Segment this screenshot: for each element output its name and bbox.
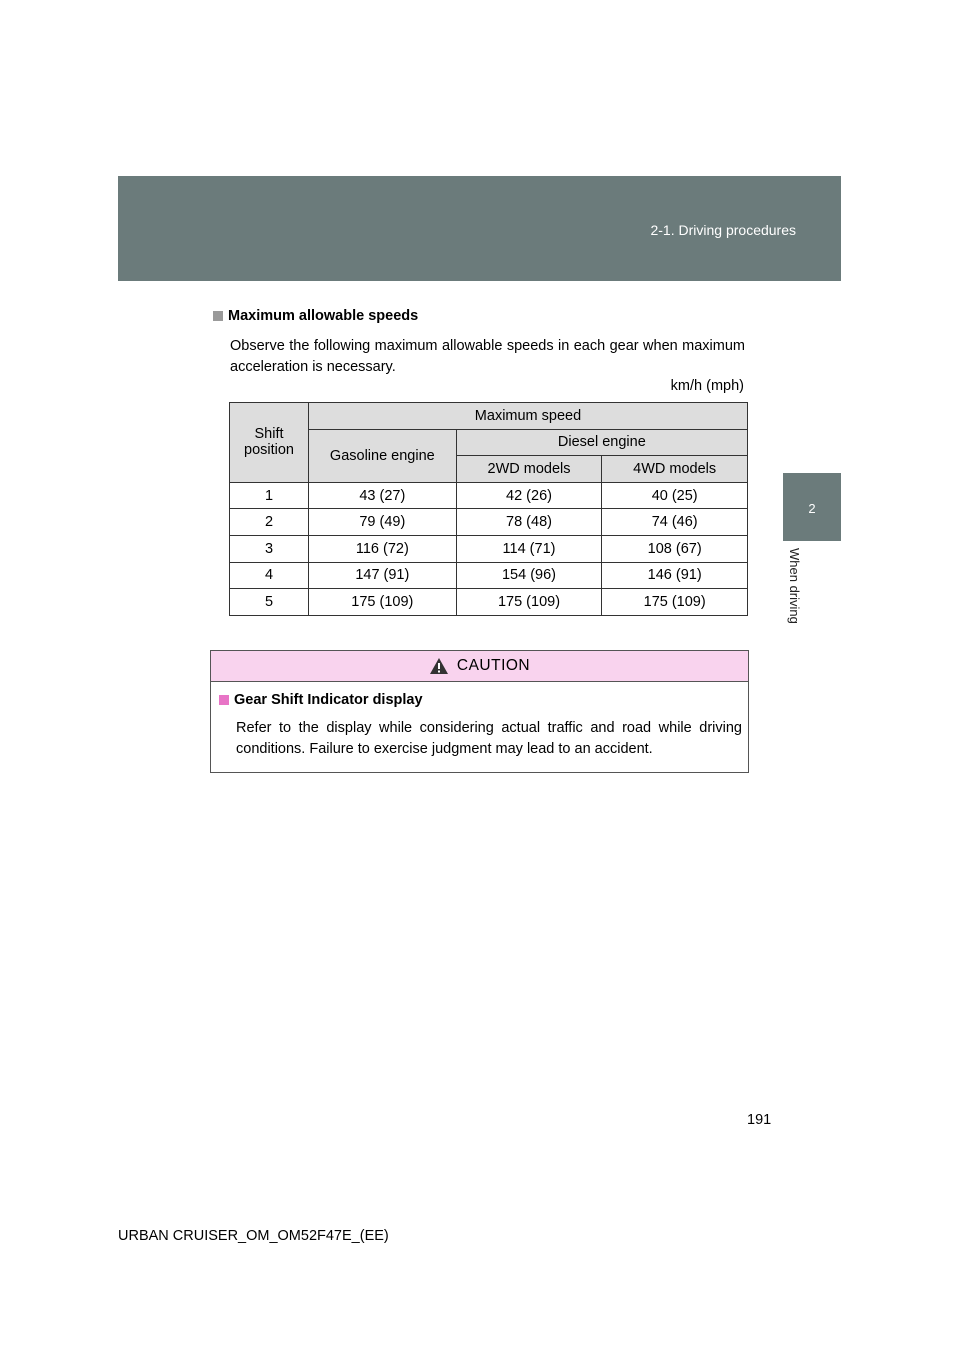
header-gasoline: Gasoline engine <box>308 429 456 482</box>
header-diesel: Diesel engine <box>456 429 747 456</box>
cell: 1 <box>230 482 309 509</box>
header-4wd: 4WD models <box>602 456 748 483</box>
cell: 146 (91) <box>602 562 748 589</box>
cell: 4 <box>230 562 309 589</box>
cell: 43 (27) <box>308 482 456 509</box>
cell: 114 (71) <box>456 535 602 562</box>
caution-text: Refer to the display while considering actual traffic and road while driving conditions. Failure to exercise judgment may lead to an accident. <box>236 720 742 757</box>
table-row <box>230 562 748 589</box>
cell: 175 (109) <box>456 589 602 616</box>
max-speeds-section <box>213 308 745 378</box>
units-label: km/h (mph) <box>670 378 744 394</box>
page-number: 191 <box>747 1112 772 1128</box>
header-max-speed: Maximum speed <box>308 403 747 430</box>
cell: 79 (49) <box>308 509 456 536</box>
warning-triangle-icon <box>429 657 449 675</box>
cell: 2 <box>230 509 309 536</box>
cell: 5 <box>230 589 309 616</box>
cell: 175 (109) <box>308 589 456 616</box>
section-body: Observe the following maximum allowable speeds in each gear when maximum acceleration is necessary. <box>230 338 745 375</box>
header-2wd: 2WD models <box>456 456 602 483</box>
table-row <box>230 509 748 536</box>
chapter-tab <box>783 473 841 541</box>
caution-title <box>219 692 742 708</box>
cell: 40 (25) <box>602 482 748 509</box>
caution-header <box>211 651 748 682</box>
header-band <box>118 176 841 281</box>
section-heading: 2-1. Driving procedures <box>650 222 796 238</box>
square-bullet-icon <box>213 311 223 321</box>
caution-heading: CAUTION <box>456 657 531 674</box>
cell: 42 (26) <box>456 482 602 509</box>
cell: 154 (96) <box>456 562 602 589</box>
speed-table <box>229 402 748 616</box>
square-bullet-icon <box>219 695 229 705</box>
caution-box <box>210 650 749 773</box>
section-title-text: Maximum allowable speeds <box>228 308 419 324</box>
footer-doc-id: URBAN CRUISER_OM_OM52F47E_(EE) <box>118 1228 389 1244</box>
header-shift-position: Shift position <box>230 403 309 483</box>
cell: 3 <box>230 535 309 562</box>
caution-body <box>211 682 748 760</box>
table-row <box>230 482 748 509</box>
cell: 147 (91) <box>308 562 456 589</box>
cell: 108 (67) <box>602 535 748 562</box>
cell: 175 (109) <box>602 589 748 616</box>
cell: 74 (46) <box>602 509 748 536</box>
chapter-label: When driving <box>787 548 802 624</box>
table-row <box>230 535 748 562</box>
chapter-number: 2 <box>808 501 816 516</box>
cell: 116 (72) <box>308 535 456 562</box>
section-title <box>213 308 745 324</box>
cell: 78 (48) <box>456 509 602 536</box>
caution-title-text: Gear Shift Indicator display <box>234 692 423 708</box>
table-row <box>230 589 748 616</box>
